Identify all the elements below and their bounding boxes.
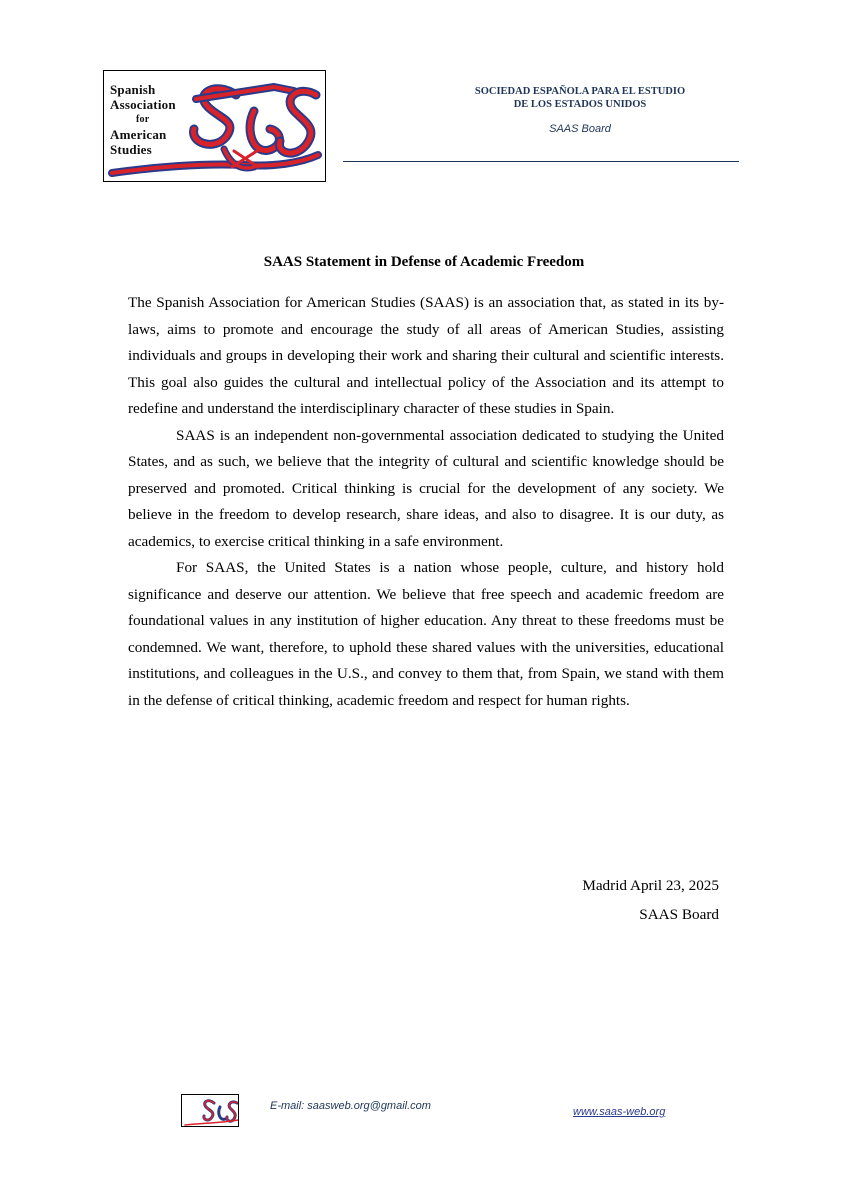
logo-line: Studies bbox=[110, 142, 152, 157]
header-title bbox=[430, 85, 730, 111]
logo-line: American bbox=[110, 127, 167, 142]
header-subtitle: SAAS Board bbox=[549, 123, 611, 135]
place-date: Madrid April 23, 2025 bbox=[582, 877, 719, 894]
footer-website-link[interactable]: www.saas-web.org bbox=[573, 1106, 666, 1118]
logo-line: Spanish bbox=[110, 82, 156, 97]
logo-line: Association bbox=[110, 97, 176, 112]
document-body bbox=[128, 290, 724, 714]
signature: SAAS Board bbox=[639, 906, 719, 923]
saas-logo bbox=[103, 70, 326, 182]
logo-line: for bbox=[136, 114, 150, 125]
paragraph: For SAAS, the United States is a nation whose people, culture, and history hold significance and deserve our attention. We believe that free speech and academic freedom are foundational values in any institution of higher education. Any threat to these freedoms must be condemned. We want, therefore, to uphold these shared values with the universities, educational institutions, and colleagues in the U.S., and convey to them that, from Spain, we stand with them in the defense of critical thinking, academic freedom and respect for human rights. bbox=[128, 559, 724, 709]
logo-wordmark bbox=[110, 82, 176, 157]
footer-logo bbox=[181, 1094, 239, 1127]
header-title-line: DE LOS ESTADOS UNIDOS bbox=[513, 99, 647, 110]
header-title-line: SOCIEDAD ESPAÑOLA PARA EL ESTUDIO bbox=[474, 86, 686, 97]
header-divider bbox=[343, 161, 739, 162]
paragraph: SAAS is an independent non-governmental association dedicated to studying the United States, and as such, we believe that the integrity of cultural and scientific knowledge should be preserved and promoted. Critical thinking is crucial for the development of any society. We believe in the freedom to develop research, share ideas, and also to disagree. It is our duty, as academics, to exercise critical thinking in a safe environment. bbox=[128, 426, 724, 550]
footer-email[interactable]: E-mail: saasweb.org@gmail.com bbox=[270, 1100, 431, 1112]
footer-emblem-icon bbox=[182, 1095, 239, 1127]
document-title: SAAS Statement in Defense of Academic Freedom bbox=[263, 254, 585, 270]
paragraph: The Spanish Association for American Studies (SAAS) is an association that, as stated in its by-laws, aims to promote and encourage the study of all areas of American Studies, assisting individuals and groups in developing their work and sharing their cultural and scientific interests. This goal also guides the cultural and intellectual policy of the Association and its attempt to redefine and understand the interdisciplinary character of these studies in Spain. bbox=[128, 294, 724, 417]
